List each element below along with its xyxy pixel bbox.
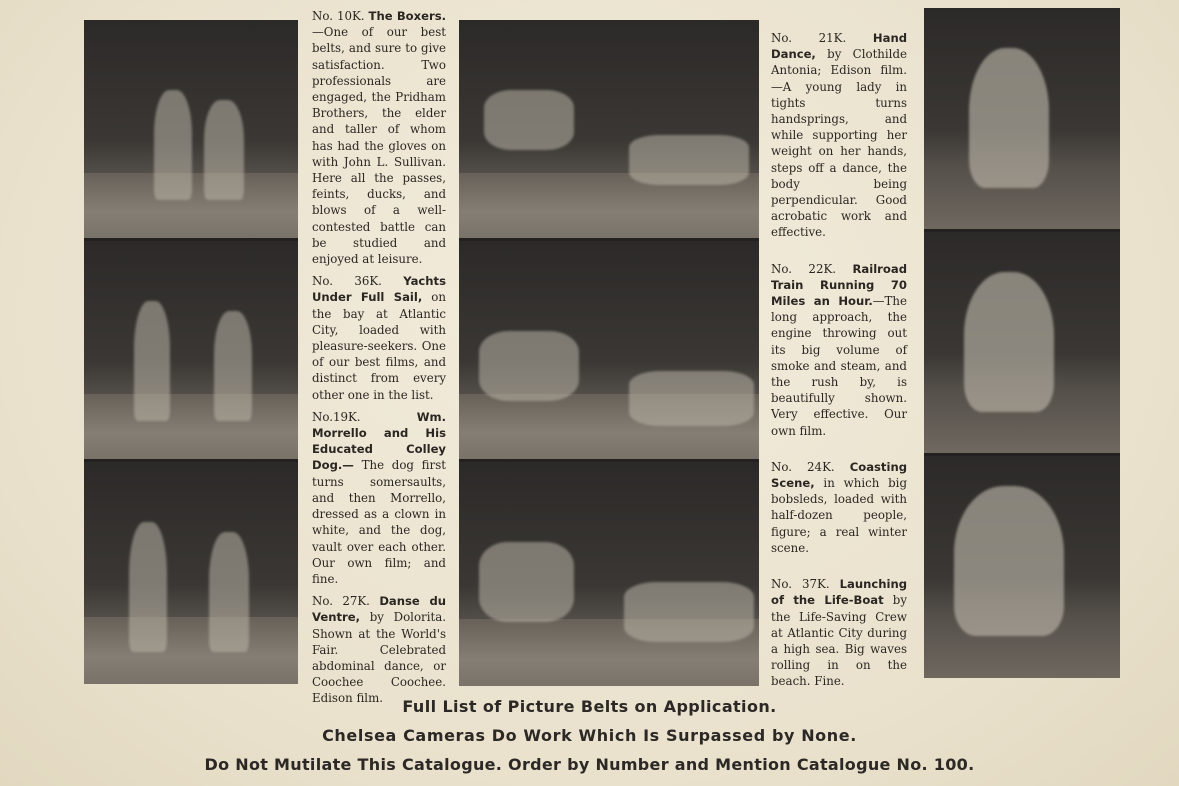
footer-line-3: Do Not Mutilate This Catalogue. Order by Number and Mention Catalogue No. 100.: [204, 755, 975, 774]
boxers-frame: [84, 241, 298, 459]
catalogue-entry: No. 10K. The Boxers.—One of our best belts, and sure to give satisfaction. Two professionals are engaged, the Pridham Brothers, the elder and taller of whom has had the gloves on with John L. Sullivan. Here all the passes, feints, ducks, and blows of a well-contested battle can be studied and enjoyed at leisure.: [312, 9, 446, 267]
horses-frame: [459, 241, 759, 459]
footer-line-1: Full List of Picture Belts on Application.: [402, 697, 777, 716]
dancer-film-strip: [924, 8, 1120, 678]
catalogue-entry: No.19K. Wm. Morrello and His Educated Colley Dog.— The dog first turns somersaults, and then Morrello, dressed as a clown in white, and the dog, vault over each other. Our own film; and fine.: [312, 409, 446, 586]
catalogue-entry: No. 36K. Yachts Under Full Sail, on the bay at Atlantic City, loaded with pleasure-seekers. One of our best films, and distinct from every other one in the list.: [312, 274, 446, 402]
horses-frame: [459, 20, 759, 238]
boxers-frame: [84, 20, 298, 238]
dancer-frame: [924, 456, 1120, 678]
footer-line-2: Chelsea Cameras Do Work Which Is Surpassed by None.: [322, 726, 857, 745]
boxers-frame: [84, 462, 298, 684]
text-column-1: [312, 8, 446, 713]
catalogue-entry: No. 24K. Coasting Scene, in which big bobsleds, loaded with half-dozen people, figure; a real winter scene.: [771, 459, 908, 555]
dancer-frame: [924, 232, 1120, 453]
catalogue-entry: No. 27K. Danse du Ventre, by Dolorita. Shown at the World's Fair. Celebrated abdominal dance, or Coochee Coochee. Edison film.: [312, 594, 446, 706]
catalogue-entry: No. 22K. Railroad Train Running 70 Miles an Hour.—The long approach, the engine throwing out its big volume of smoke and steam, and the rush by, is beautifully shown. Very effective. Our own film.: [771, 261, 907, 438]
dancer-frame: [924, 8, 1120, 229]
catalogue-entry: No. 21K. Hand Dance, by Clothilde Antonia; Edison film. —A young lady in tights turns handsprings, and while supporting her weight on her hands, steps off a dance, the body being perpendicular. Good acrobatic work and effective.: [771, 31, 908, 240]
boxers-film-strip: [84, 20, 298, 684]
text-column-2: [771, 30, 907, 696]
catalogue-entry: No. 37K. Launching of the Life-Boat by the Life-Saving Crew at Atlantic City during a high sea. Big waves rolling in on the beach. Fine.: [771, 577, 908, 689]
horses-frame: [459, 462, 759, 686]
horses-film-strip: [459, 20, 759, 686]
